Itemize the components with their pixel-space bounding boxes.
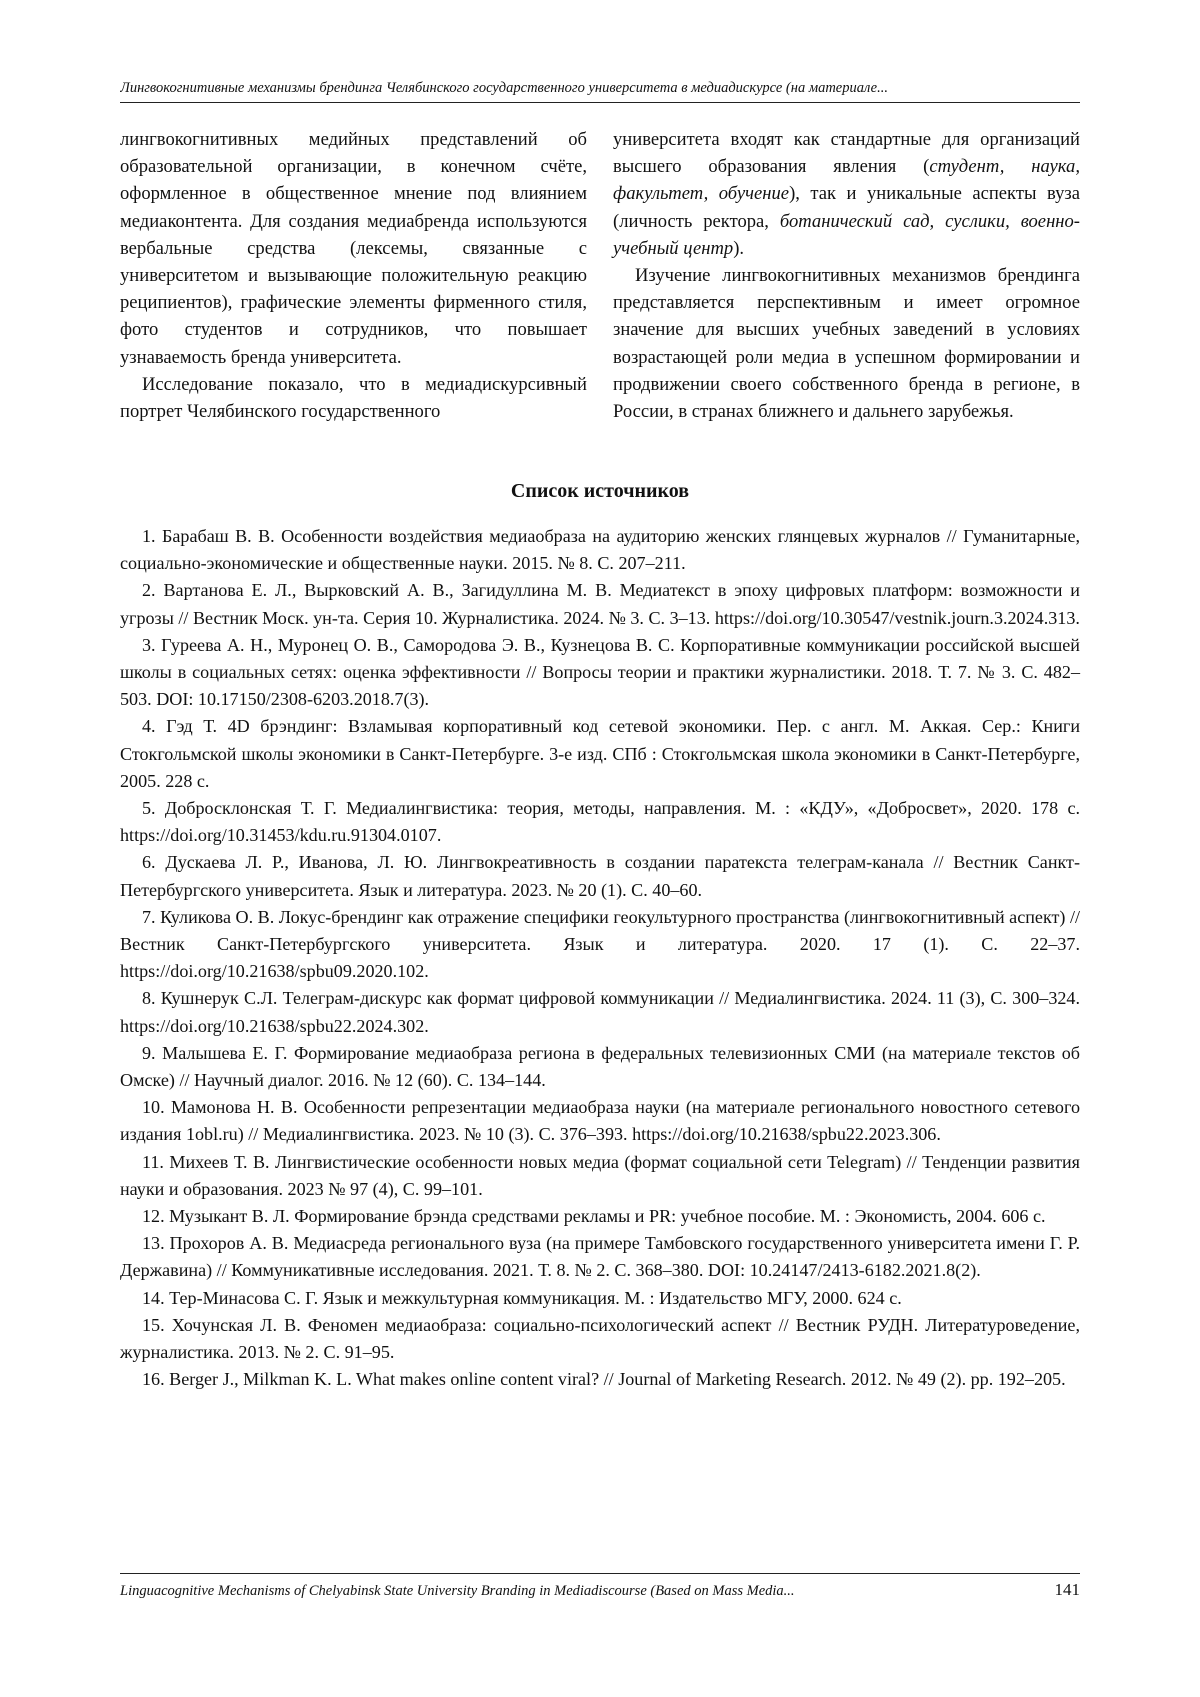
right-p1-text-start: университета входят как стандартные для организаций высшего образования явления ( [613,129,1080,178]
page-number: 141 [1054,1580,1080,1599]
left-column [120,126,587,425]
running-header [120,80,1080,103]
reference-item: 16. Berger J., Milkman K. L. What makes online content viral? // Journal of Marketing Research. 2012. № 49 (2). pp. 192–205. [142,1369,1066,1390]
running-footer-title: Linguacognitive Mechanisms of Chelyabinsk State University Branding in Mediadiscourse (Based on Mass Media... [120,1583,795,1599]
reference-item: 4. Гэд Т. 4D брэндинг: Взламывая корпоративный код сетевой экономики. Пер. с англ. М. Аккая. Сер.: Книги Стокгольмской школы экономики в Санкт-Петербурге. 3-е изд. СПб : Стокгольмская школа экономики в Санкт-Петербурге, 2005. 228 с. [120,716,1080,791]
reference-item: 10. Мамонова Н. В. Особенности репрезентации медиаобраза науки (на материале регионального новостного сетевого издания 1obl.ru) // Медиалингвистика. 2023. № 10 (3). С. 376–393. https://doi.org/10.21638/spbu22.2023.306. [120,1097,1080,1145]
reference-item: 6. Дускаева Л. Р., Иванова, Л. Ю. Лингвокреативность в создании паратекста телеграм-канала // Вестник Санкт-Петербургского университета. Язык и литература. 2023. № 20 (1). С. 40–60. [120,852,1080,900]
left-paragraph-1: лингвокогнитивных медийных представлений об образовательной организации, в конечном счёте, оформленное в общественное мнение под влиянием медиаконтента. Для создания медиабренда используются вербальные средства (лексемы, связанные с университетом и вызывающие положительную реакцию реципиентов), графические элементы фирменного стиля, фото студентов и сотрудников, что повышает узнаваемость бренда университета. [120,129,587,368]
references-list [120,523,1080,1394]
reference-item: 12. Музыкант В. Л. Формирование брэнда средствами рекламы и PR: учебное пособие. М. : Экономисть, 2004. 606 с. [142,1206,1046,1227]
reference-item: 14. Тер-Минасова С. Г. Язык и межкультурная коммуникация. М. : Издательство МГУ, 2000. 624 с. [142,1287,902,1308]
reference-item: 3. Гуреева А. Н., Муронец О. В., Самородова Э. В., Кузнецова В. С. Корпоративные коммуникации российской высшей школы в социальных сетях: оценка эффективности // Вопросы теории и практики журналистики. 2018. Т. 7. № 3. С. 482–503. DOI: 10.17150/2308-6203.2018.7(3). [120,634,1080,710]
reference-item: 9. Малышева Е. Г. Формирование медиаобраза региона в федеральных телевизионных СМИ (на материале текстов об Омске) // Научный диалог. 2016. № 12 (60). С. 134–144. [120,1042,1080,1091]
running-header-title: Лингвокогнитивные механизмы брендинга Челябинского государственного университета в медиадискурсе (на материале... [120,80,888,96]
reference-item: 2. Вартанова Е. Л., Вырковский А. В., Загидуллина М. В. Медиатекст в эпоху цифровых платформ: возможности и угрозы // Вестник Моск. ун-та. Серия 10. Журналистика. 2024. № 3. С. 3–13. https://doi.org/10.30547/vestnik.journ.3.2024.313. [120,580,1080,628]
right-column [613,126,1080,425]
reference-item: 15. Хочунская Л. В. Феномен медиаобраза: социально-психологический аспект // Вестник РУДН. Литературоведение, журналистика. 2013. № 2. С. 91–95. [120,1314,1080,1363]
running-footer [120,1573,1080,1600]
left-paragraph-2: Исследование показало, что в медиадискурсивный портрет Челябинского государственного [120,373,587,423]
right-p1-italic-terms-2: ботанический сад, суслики, военно-учебный центр [613,210,1081,259]
reference-item: 8. Кушнерук С.Л. Телеграм-дискурс как формат цифровой коммуникации // Медиалингвистика. 2024. 11 (3), С. 300–324. https://doi.org/10.21638/spbu22.2024.302. [120,988,1080,1036]
reference-item: 13. Прохоров А. В. Медиасреда регионального вуза (на примере Тамбовского государственного университета имени Г. Р. Державина) // Коммуникативные исследования. 2021. Т. 8. № 2. С. 368–380. DOI: 10.24147/2413-6182.2021.8(2). [120,1233,1080,1281]
right-paragraph-2: Изучение лингвокогнитивных механизмов брендинга представляется перспективным и имеет огромное значение для высших учебных заведений в условиях возрастающей роли медиа в успешном формировании и продвижении своего собственного бренда в регионе, в России, в странах ближнего и дальнего зарубежья. [613,265,1080,423]
right-p1-text-mid: ), так и уникальные аспекты вуза (личность ректора, [613,183,1080,232]
body-columns [120,126,1080,425]
right-p1-italic-terms-1: студент, наука, факультет, обучение [613,156,1080,205]
reference-item: 5. Добросклонская Т. Г. Медиалингвистика: теория, методы, направления. М. : «КДУ», «Добросвет», 2020. 178 с. https://doi.org/10.31453/kdu.ru.91304.0107. [120,798,1080,846]
reference-item: 11. Михеев Т. В. Лингвистические особенности новых медиа (формат социальной сети Telegram) // Тенденции развития науки и образования. 2023 № 97 (4), С. 99–101. [120,1151,1080,1199]
references-heading: Список источников [510,480,690,502]
right-p1-text-end: ). [733,237,745,259]
right-paragraph-1 [613,126,1080,262]
reference-item: 1. Барабаш В. В. Особенности воздействия медиаобраза на аудиторию женских глянцевых журналов // Гуманитарные, социально-экономические и общественные науки. 2015. № 8. С. 207–211. [120,526,1080,574]
reference-item: 7. Куликова О. В. Локус-брендинг как отражение специфики геокультурного пространства (лингвокогнитивный аспект) // Вестник Санкт-Петербургского университета. Язык и литература. 2020. 17 (1). С. 22–37. https://doi.org/10.21638/spbu09.2020.102. [120,906,1081,982]
